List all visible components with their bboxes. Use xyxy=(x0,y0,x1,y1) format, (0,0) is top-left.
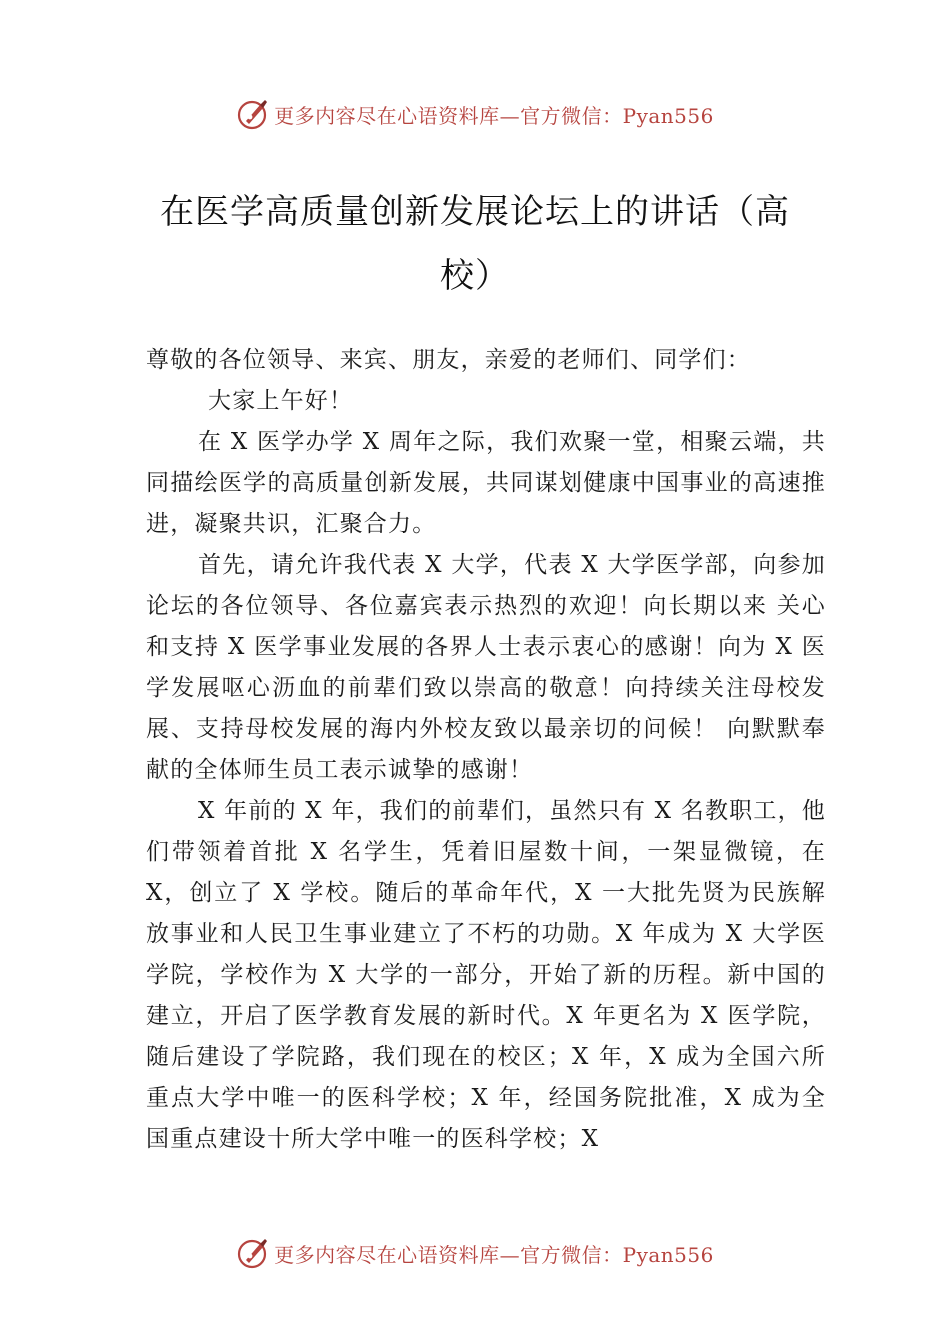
pen-circle-logo-icon xyxy=(236,97,270,131)
paragraph: 在 X 医学办学 X 周年之际，我们欢聚一堂，相聚云端，共同描绘医学的高质量创新发展，共同谋划健康中国事业的高速推进，凝聚共识，汇聚合力。 xyxy=(146,429,826,537)
banner-text: 更多内容尽在心语资料库—官方微信：Pyan556 xyxy=(274,103,714,128)
greeting: 大家上午好！ xyxy=(208,388,354,414)
page-title: 在医学高质量创新发展论坛上的讲话（高校） xyxy=(160,192,790,296)
pen-circle-logo-icon xyxy=(236,1236,270,1270)
footer-banner xyxy=(0,1233,950,1273)
salutation: 尊敬的各位领导、来宾、朋友，亲爱的老师们、同学们： xyxy=(146,347,751,373)
paragraph: 首先，请允许我代表 X 大学，代表 X 大学医学部，向参加论坛的各位领导、各位嘉宾表示热烈的欢迎！向长期以来 关心和支持 X 医学事业发展的各界人士表示衷心的感谢！向为 X 医学发展呕心沥血的前辈们致以崇高的敬意！向持续关注母校发展、支持母校发展的海内外校友致以最亲切的问候！ 向默默奉献的全体师生员工表示诚挚的感谢！ xyxy=(146,552,826,783)
header-banner xyxy=(0,94,950,134)
document-body xyxy=(146,340,826,1160)
banner-text: 更多内容尽在心语资料库—官方微信：Pyan556 xyxy=(274,1242,714,1267)
paragraph: X 年前的 X 年，我们的前辈们，虽然只有 X 名教职工，他们带领着首批 X 名学生，凭着旧屋数十间，一架显微镜，在 X，创立了 X 学校。随后的革命年代，X 一大批先贤为民族解放事业和人民卫生事业建立了不朽的功勋。X 年成为 X 大学医学院，学校作为 X 大学的一部分，开始了新的历程。新中国的建立，开启了医学教育发展的新时代。X 年更名为 X 医学院，随后建设了学院路，我们现在的校区；X 年，X 成为全国六所重点大学中唯一的医科学校；X 年，经国务院批准，X 成为全国重点建设十所大学中唯一的医科学校；X xyxy=(146,798,826,1152)
